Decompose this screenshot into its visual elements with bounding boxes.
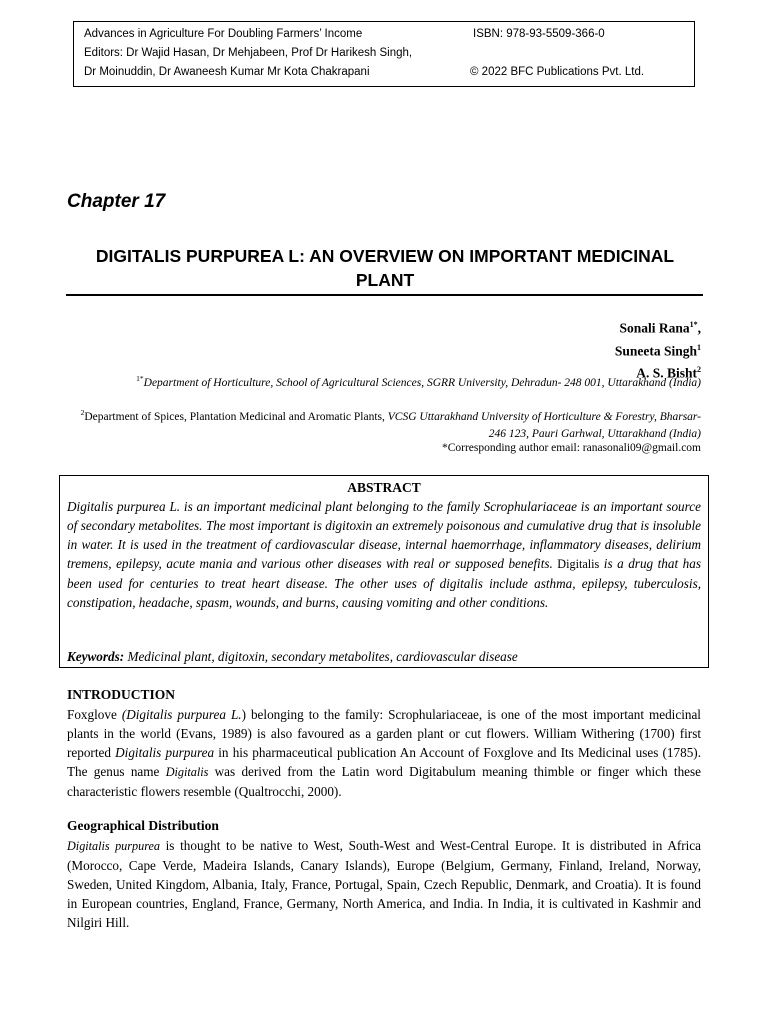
isbn: ISBN: 978-93-5509-366-0: [473, 28, 605, 40]
author-3: A. S. Bisht$^2$: [636, 365, 701, 381]
editors-line-1: Editors: Dr Wajid Hasan, Dr Mehjabeen, Prof Dr Harikesh Singh,: [84, 47, 413, 59]
abstract-heading: ABSTRACT: [347, 480, 421, 495]
author-1: Sonali Rana$^{1*}$,: [619, 320, 701, 336]
keywords: Keywords: Medicinal plant, digitoxin, secondary metabolites, cardiovascular disease: [67, 649, 518, 664]
book-header-box: [73, 21, 695, 87]
author-2: Suneeta Singh$^1$: [614, 342, 701, 358]
abstract-text: Digitalis purpurea L. is an important medicinal plant belonging to the family Scrophulariaceae is an important source of secondary metabolites. The most important is digitoxin an extremely poisonous and cumulative drug that is insoluble in water. It is used in the treatment of cardiovascular disease, internal haemorrhage, inflammatory diseases, delirium tremens, epilepsy, acute mania and various other diseases with real or supposed benefits. Digitalis is a drug that has been used for centuries to treat heart disease. The other uses of digitalis include asthma, epilepsy, tuberculosis, constipation, headache, spasm, wounds, and burns, causing vomiting and other conditions.: [67, 499, 701, 610]
introduction-paragraph: Foxglove (Digitalis purpurea L.) belonging to the family: Scrophulariaceae, is one of the most important medicinal plants in the world (Evans, 1989) is also favoured as a garden plant or cut flowers. William Withering (1700) first reported Digitalis purpurea in his pharmaceutical publication An Account of Foxglove and Its Medicinal uses (1785). The genus name Digitalis was derived from the Latin word Digitabulum meaning thimble or finger which these characteristic flowers resemble (Qualtrocchi, 2000).: [67, 707, 701, 799]
editors-line-2: Dr Moinuddin, Dr Awaneesh Kumar Mr Kota Chakrapani: [84, 66, 370, 78]
affiliation-2: $^2$Department of Spices, Plantation Medicinal and Aromatic Plants, VCSG Uttarakhand University of Horticulture & Forestry, Bharsar- 246 123, Pauri Garhwal, Uttarakhand (India): [80, 408, 701, 440]
corresponding-author: *Corresponding author email: ranasonali09@gmail.com: [441, 442, 701, 454]
chapter-label: Chapter 17: [67, 191, 166, 212]
book-title: Advances in Agriculture For Doubling Farmers’ Income: [84, 28, 363, 40]
copyright: © 2022 BFC Publications Pvt. Ltd.: [470, 66, 645, 78]
chapter-title: DIGITALIS PURPUREA L: AN OVERVIEW ON IMPORTANT MEDICINAL PLANT: [95, 246, 675, 290]
abstract-box: [59, 475, 709, 668]
geography-heading: Geographical Distribution: [67, 818, 219, 833]
affiliation-1: $^{1*}$Department of Horticulture, School of Agricultural Sciences, SGRR University, Dehradun- 248 001, Uttarakhand (India): [136, 374, 701, 389]
geography-paragraph: Digitalis purpurea is thought to be native to West, South-West and West-Central Europe. It is distributed in Africa (Morocco, Cape Verde, Madeira Islands, Canary Islands), Europe (Belgium, Germany, Finland, Ireland, Norway, Sweden, United Kingdom, Albania, Italy, France, Portugal, Spain, Czech Republic, Denmark, and Croatia). It is found in European countries, England, France, Germany, North America, and India. In India, it is cultivated in Kashmir and Nilgiri Hill.: [67, 838, 701, 930]
introduction-heading: INTRODUCTION: [67, 687, 176, 702]
title-divider: [66, 294, 703, 296]
